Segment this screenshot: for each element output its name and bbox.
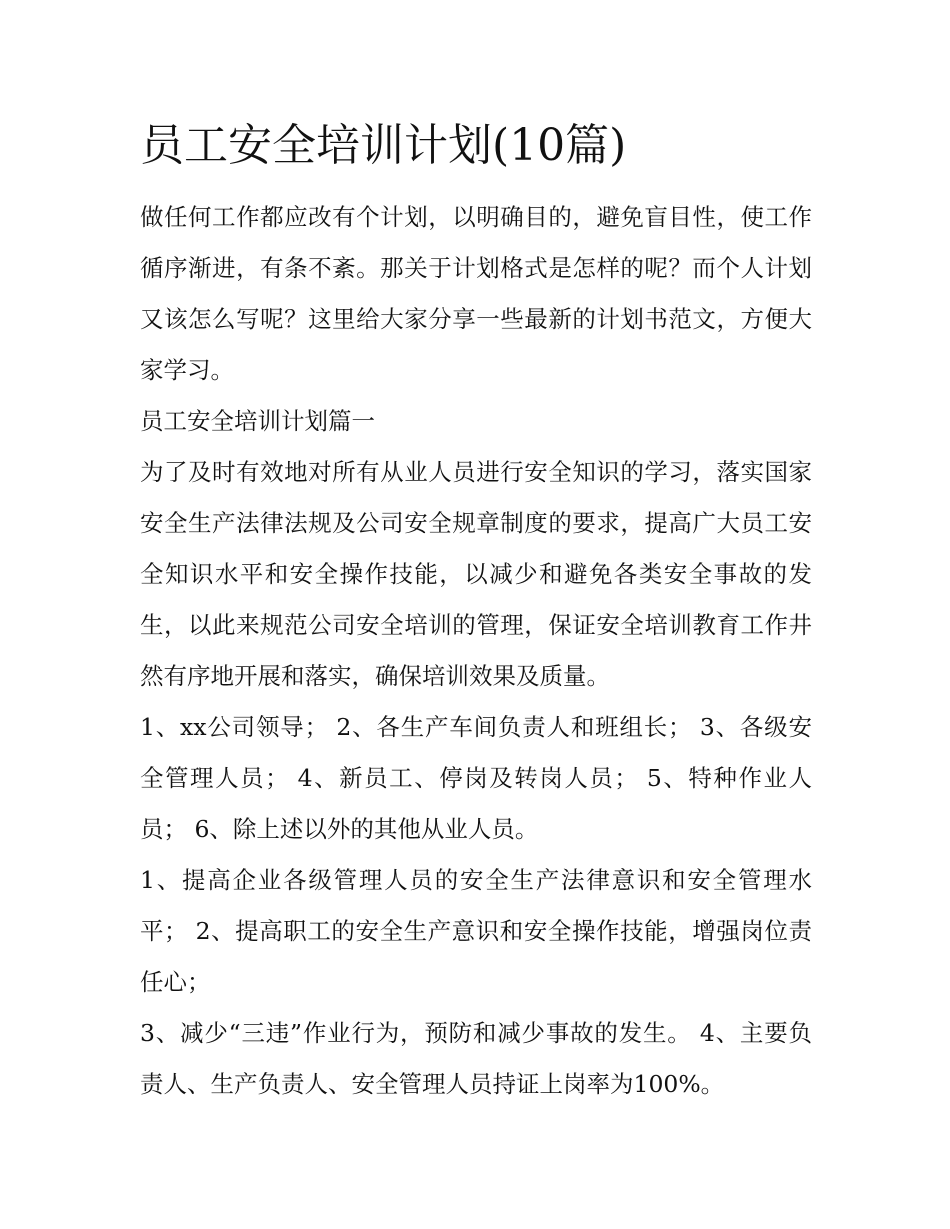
document-body [140, 114, 812, 1110]
section-heading: 员工安全培训计划篇一 [140, 407, 375, 435]
document-title: 员工安全培训计划(10篇) [140, 120, 627, 171]
body-paragraph-purpose: 为了及时有效地对所有从业人员进行安全知识的学习，落实国家安全生产法律法规及公司安全规章制度的要求，提高广大员工安全知识水平和安全操作技能，以减少和避免各类安全事故的发生，以此来规范公司安全培训的管理，保证安全培训教育工作井然有序地开展和落实，确保培训效果及质量。 [140, 458, 812, 690]
body-paragraph-targets: 3、减少“三违”作业行为，预防和减少事故的发生。 4、主要负责人、生产负责人、安全管理人员持证上岗率为100%。 [140, 1019, 812, 1098]
intro-paragraph: 做任何工作都应改有个计划，以明确目的，避免盲目性，使工作循序渐进，有条不紊。那关于计划格式是怎样的呢？而个人计划又该怎么写呢？这里给大家分享一些最新的计划书范文，方便大家学习。 [140, 203, 812, 384]
body-paragraph-goals: 1、提高企业各级管理人员的安全生产法律意识和安全管理水平； 2、提高职工的安全生产意识和安全操作技能，增强岗位责任心； [140, 866, 812, 996]
body-paragraph-trainees: 1、xx公司领导； 2、各生产车间负责人和班组长； 3、各级安全管理人员； 4、新员工、停岗及转岗人员； 5、特种作业人员； 6、除上述以外的其他从业人员。 [140, 713, 812, 843]
